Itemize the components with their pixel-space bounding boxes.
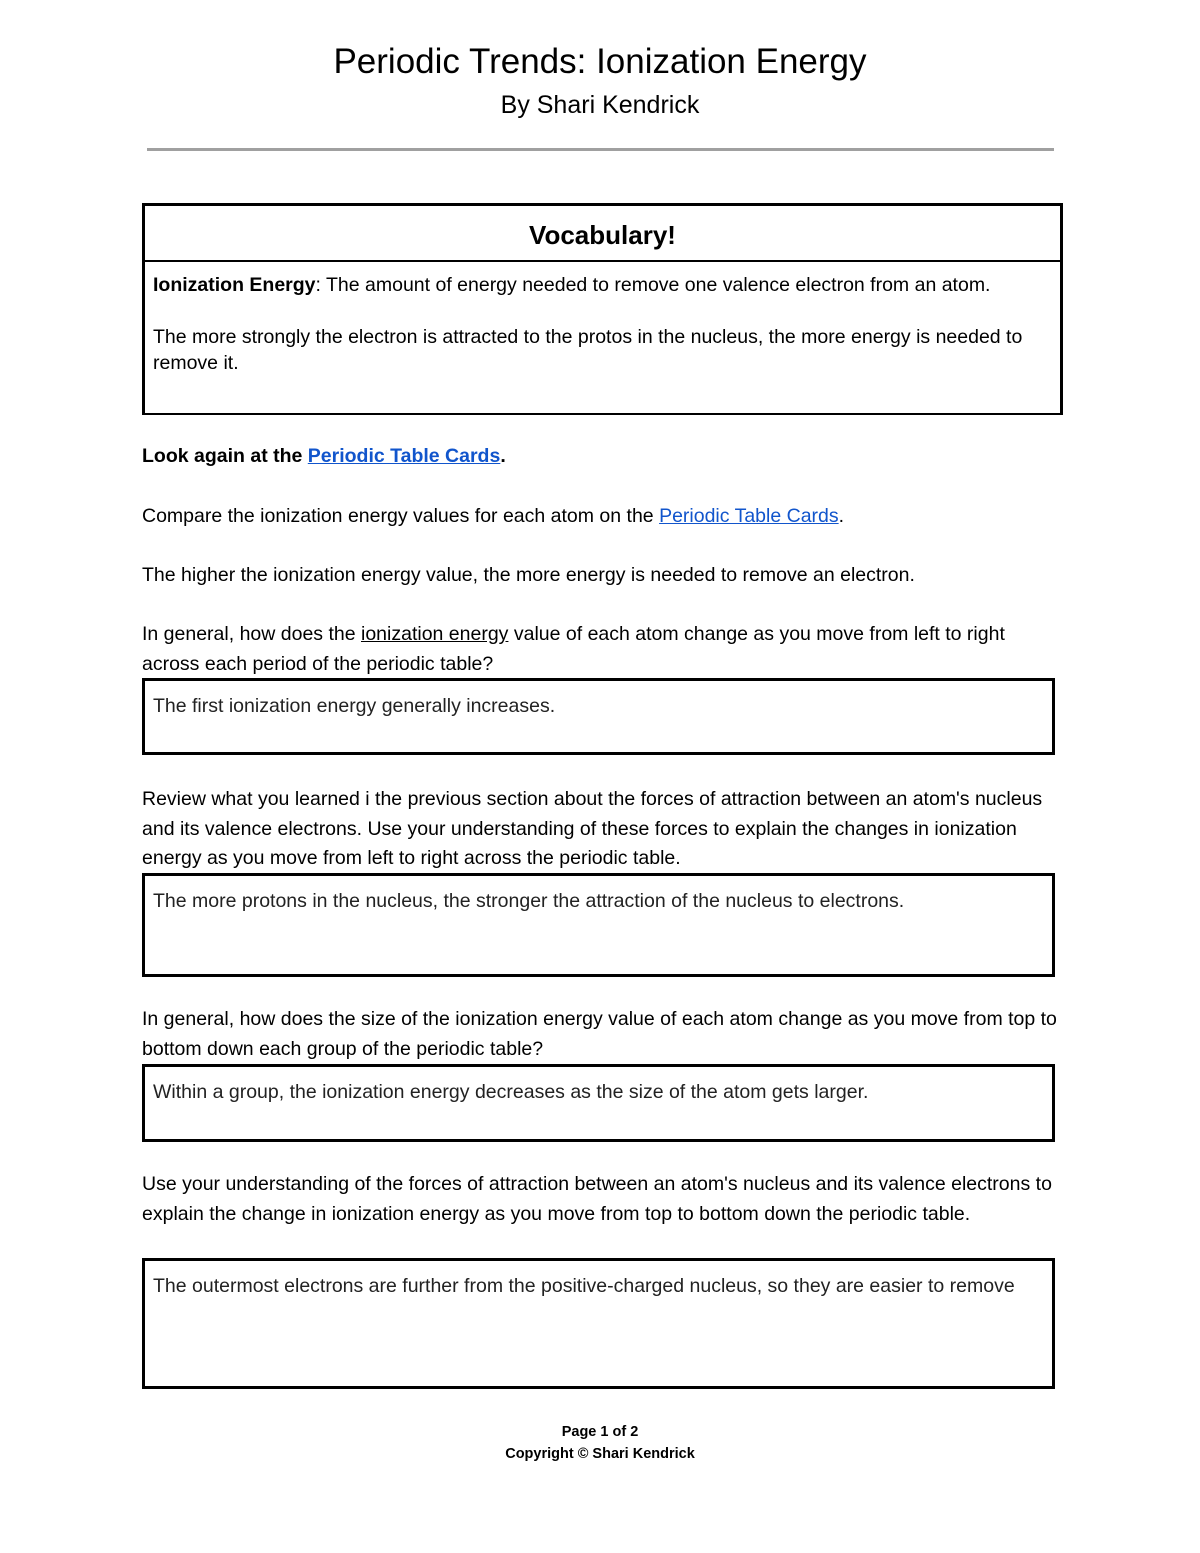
question-1-answer-box[interactable]	[142, 678, 1055, 755]
higher-value-statement: The higher the ionization energy value, the more energy is needed to remove an electron.	[142, 564, 915, 586]
vocabulary-note: The more strongly the electron is attracted to the protos in the nucleus, the more energy is needed to remove it.	[153, 326, 1023, 374]
question-1-prompt	[142, 620, 1062, 679]
vocabulary-box	[142, 203, 1063, 415]
question-3-answer-box[interactable]	[142, 1064, 1055, 1142]
question-2-answer: The more protons in the nucleus, the stronger the attraction of the nucleus to electrons.	[153, 890, 905, 912]
look-again-prefix: Look again at the	[142, 445, 308, 467]
question-1-underlined: ionization energy	[361, 623, 509, 645]
question-3-answer: Within a group, the ionization energy decreases as the size of the atom gets larger.	[153, 1081, 869, 1103]
question-4-prompt: Use your understanding of the forces of attraction between an atom's nucleus and its valence electrons to explain the change in ionization energy as you move from top to bottom down the periodic table.	[142, 1173, 1052, 1225]
question-3-prompt: In general, how does the size of the ionization energy value of each atom change as you move from top to bottom down each group of the periodic table?	[142, 1008, 1057, 1060]
vocabulary-definition	[153, 272, 1052, 298]
vocabulary-term: Ionization Energy	[153, 274, 316, 296]
look-again-suffix: .	[500, 445, 506, 467]
question-1-prefix: In general, how does the	[142, 623, 361, 645]
look-again-instruction	[142, 442, 1062, 472]
title-divider	[147, 148, 1054, 151]
periodic-table-cards-link[interactable]: Periodic Table Cards	[307, 445, 501, 467]
compare-prefix: Compare the ionization energy values for each atom on the	[142, 505, 660, 527]
periodic-table-cards-link-2[interactable]: Periodic Table Cards	[659, 505, 839, 527]
vocabulary-heading: Vocabulary!	[145, 206, 1060, 262]
compare-instruction	[142, 502, 1062, 532]
question-4-answer-box[interactable]	[142, 1258, 1055, 1389]
question-2-answer-box[interactable]	[142, 873, 1055, 977]
page-number: Page 1 of 2	[561, 1424, 639, 1440]
question-1-answer: The first ionization energy generally increases.	[153, 695, 556, 717]
question-1-suffix: value of each atom change as you move from left to right across each period of the periodic table?	[142, 623, 1005, 675]
question-4-answer: The outermost electrons are further from the positive-charged nucleus, so they are easier to remove	[153, 1275, 1015, 1297]
page-title: Periodic Trends: Ionization Energy	[333, 42, 867, 81]
compare-suffix: .	[838, 505, 845, 527]
author-byline: By Shari Kendrick	[500, 91, 700, 119]
question-2-prompt: Review what you learned i the previous section about the forces of attraction between an atom's nucleus and its valence electrons. Use your understanding of these forces to explain the changes in ionization energy as you move from left to right across the periodic table.	[142, 788, 1043, 869]
vocabulary-body	[145, 262, 1060, 376]
vocabulary-definition-text: : The amount of energy needed to remove one valence electron from an atom.	[315, 274, 991, 296]
copyright-notice: Copyright © Shari Kendrick	[505, 1446, 695, 1462]
